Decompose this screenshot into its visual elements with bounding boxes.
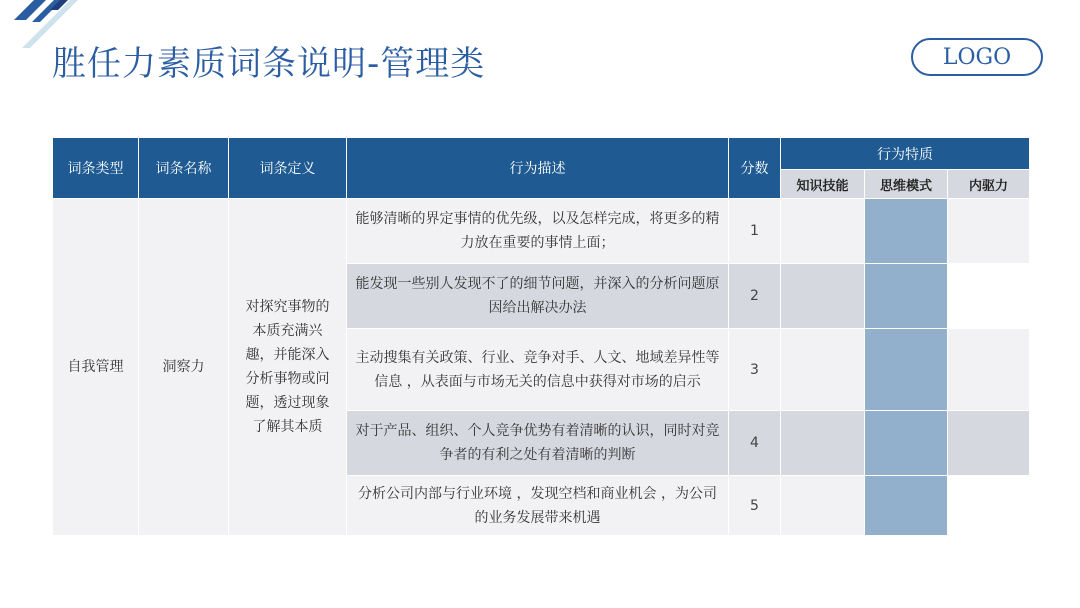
score-value: 4 [729,411,781,476]
knowledge-cell [781,264,865,329]
drive-cell [948,411,1030,476]
knowledge-cell [781,476,865,536]
entry-type: 自我管理 [53,199,139,536]
behavior-description: 主动搜集有关政策、行业、竞争对手、人文、地域差异性等信息 ，从表面与市场无关的信息中获得对市场的启示 [347,329,729,411]
behavior-description: 能发现一些别人发现不了的细节问题，并深入的分析问题原因给出解决办法 [347,264,729,329]
drive-cell [948,476,1030,536]
competency-table [52,137,1030,536]
behavior-description: 对于产品、组织、个人竞争优势有着清晰的认识，同时对竞争者的有利之处有着清晰的判断 [347,411,729,476]
header-thinking: 思维模式 [865,170,948,199]
header-behavior: 行为描述 [347,138,729,199]
knowledge-cell [781,199,865,264]
thinking-cell-marked [865,411,948,476]
header-traits: 行为特质 [781,138,1030,170]
score-value: 3 [729,329,781,411]
drive-cell [948,199,1030,264]
header-definition: 词条定义 [229,138,347,199]
behavior-description: 分析公司内部与行业环境 ，发现空档和商业机会 ，为公司的业务发展带来机遇 [347,476,729,536]
thinking-cell-marked [865,476,948,536]
entry-definition: 对探究事物的本质充满兴趣，并能深入 分析事物或问题，透过现象了解其本质 [229,199,347,536]
knowledge-cell [781,411,865,476]
drive-cell [948,329,1030,411]
header-score: 分数 [729,138,781,199]
behavior-description: 能够清晰的界定事情的优先级，以及怎样完成，将更多的精力放在重要的事情上面； [347,199,729,264]
page-title: 胜任力素质词条说明-管理类 [52,44,486,84]
header-drive: 内驱力 [948,170,1030,199]
score-value: 5 [729,476,781,536]
thinking-cell-marked [865,329,948,411]
header-knowledge: 知识技能 [781,170,865,199]
score-value: 1 [729,199,781,264]
knowledge-cell [781,329,865,411]
drive-cell [948,264,1030,329]
header-type: 词条类型 [53,138,139,199]
logo-placeholder: LOGO [911,38,1043,76]
table-row [53,199,1030,264]
score-value: 2 [729,264,781,329]
header-name: 词条名称 [139,138,229,199]
thinking-cell-marked [865,264,948,329]
thinking-cell-marked [865,199,948,264]
entry-name: 洞察力 [139,199,229,536]
